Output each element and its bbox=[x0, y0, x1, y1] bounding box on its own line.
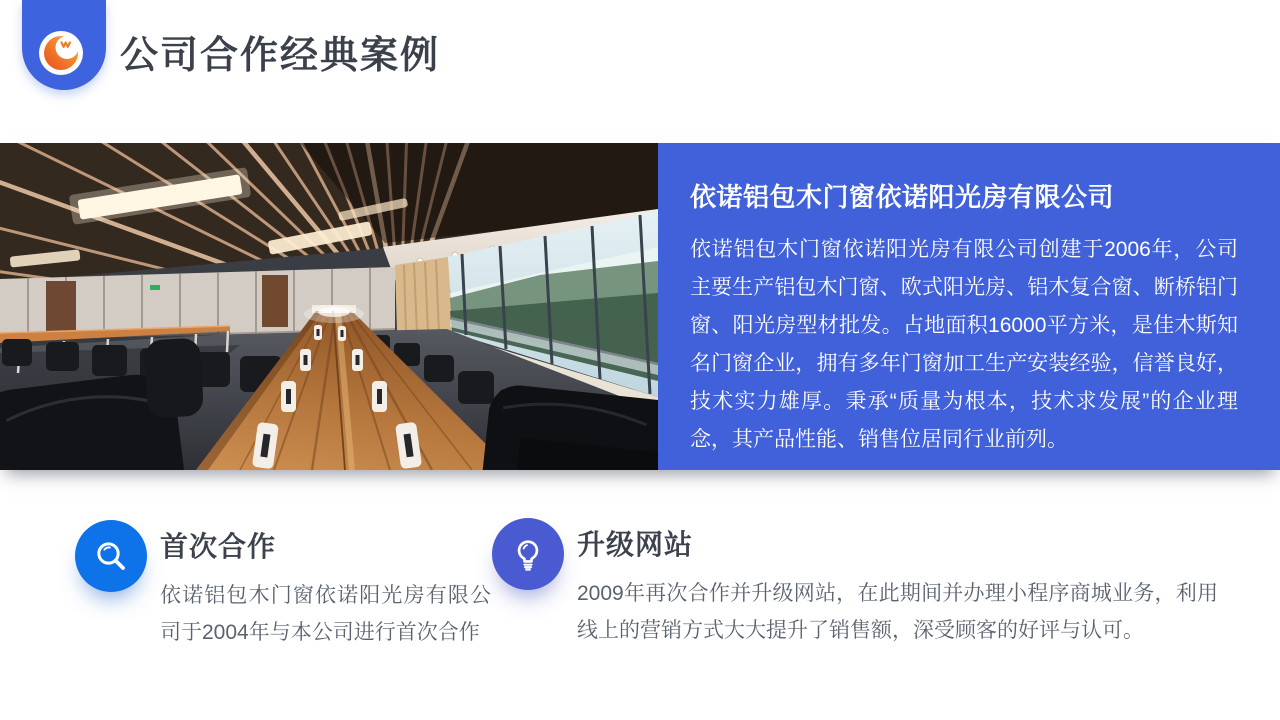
milestone-title: 首次合作 bbox=[160, 531, 277, 562]
logo-badge bbox=[22, 0, 106, 90]
feature-band bbox=[0, 143, 1280, 470]
milestone-desc: 2009年再次合作并升级网站，在此期间并办理小程序商城业务，利用线上的营销方式大大提升了销售额，深受顾客的好评与认可。 bbox=[577, 582, 1218, 642]
magnifier-icon bbox=[75, 520, 147, 592]
page-title: 公司合作经典案例 bbox=[120, 35, 441, 77]
office-photo bbox=[0, 143, 658, 470]
milestone-body bbox=[577, 518, 1218, 649]
company-logo-icon bbox=[39, 31, 83, 75]
milestone-desc: 依诺铝包木门窗依诺阳光房有限公司于2004年与本公司进行首次合作 bbox=[160, 584, 491, 644]
company-intro-panel bbox=[658, 143, 1280, 470]
company-description: 依诺铝包木门窗依诺阳光房有限公司创建于2006年，公司主要生产铝包木门窗、欧式阳光房、铝木复合窗、断桥铝门窗、阳光房型材批发。占地面积16000平方米，是佳木斯知名门窗企业，拥有多年门窗加工生产安装经验，信誉良好，技术实力雄厚。秉承“质量为根本，技术求发展”的企业理念，其产品性能、销售位居同行业前列。 bbox=[690, 238, 1238, 451]
lightbulb-icon bbox=[492, 518, 564, 590]
milestone-first-cooperation bbox=[75, 520, 491, 651]
crescent-logo-graphic bbox=[43, 35, 79, 71]
lightbulb-icon-graphic bbox=[508, 534, 548, 574]
milestone-title: 升级网站 bbox=[577, 529, 694, 560]
magnifier-icon-graphic bbox=[91, 536, 131, 576]
office-photo-graphic bbox=[0, 143, 658, 470]
milestone-website-upgrade bbox=[492, 518, 1218, 649]
company-name-title: 依诺铝包木门窗依诺阳光房有限公司 bbox=[690, 182, 1115, 212]
milestone-body bbox=[160, 520, 491, 651]
